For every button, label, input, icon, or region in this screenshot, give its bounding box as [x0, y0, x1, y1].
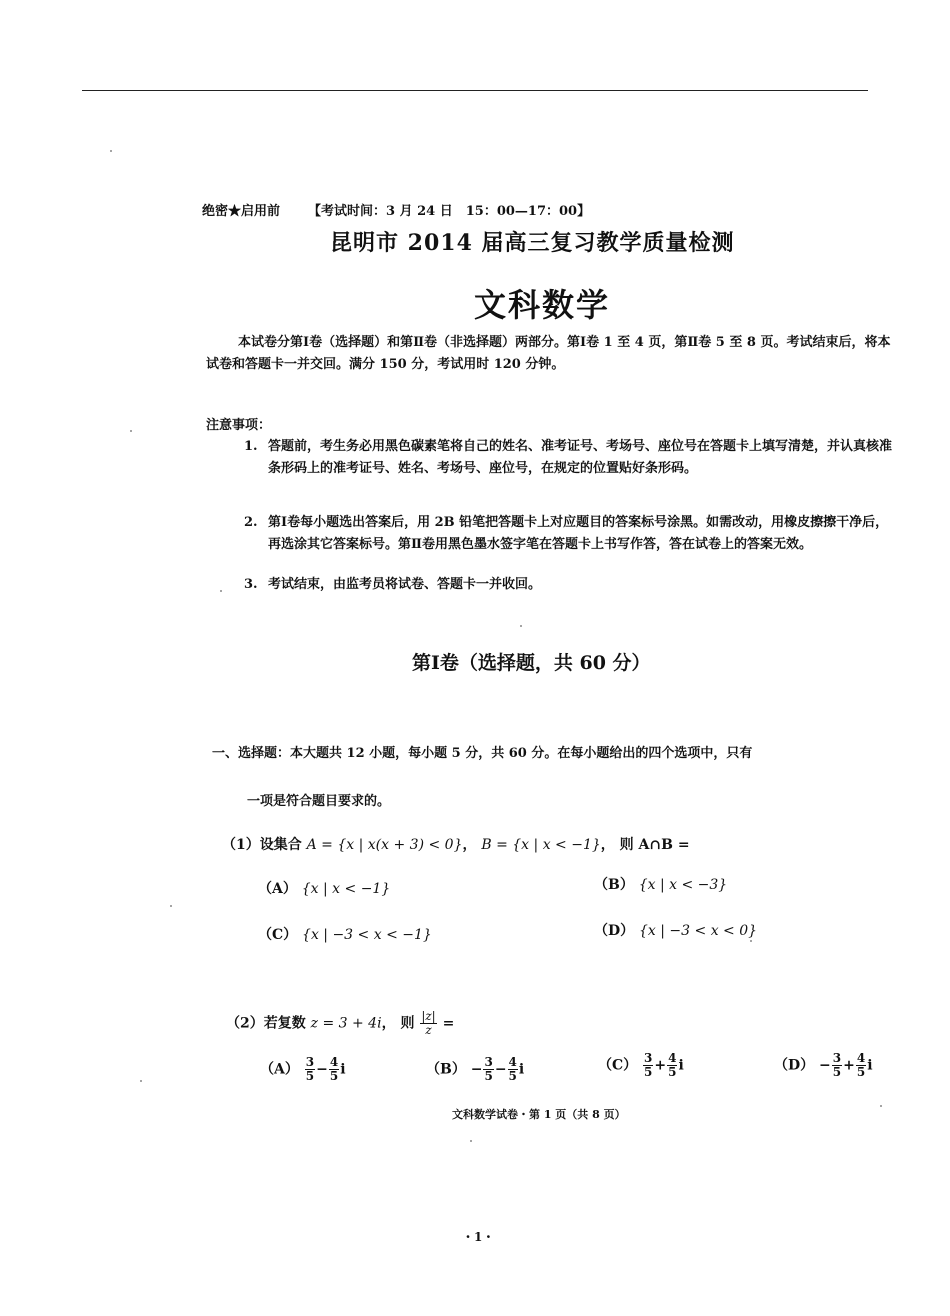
- section-title: 第Ⅰ卷（选择题，共 60 分）: [412, 652, 651, 674]
- scan-speck: [170, 905, 172, 907]
- scan-speck: [110, 150, 112, 152]
- note-text: 第Ⅰ卷每小题选出答案后，用 2B 铅笔把答题卡上对应题目的答案标号涂黑。如需改动，用橡皮擦擦干净后，再选涂其它答案标号。第Ⅱ卷用黑色墨水签字笔在答题卡上书写作答，答在试卷上的答案无效。: [268, 515, 889, 552]
- fraction: [305, 1056, 315, 1083]
- fraction: [483, 1056, 493, 1083]
- leading-sign: −: [819, 1057, 831, 1074]
- note-item: [244, 512, 904, 578]
- part-description: 一、选择题：本大题共 12 小题，每小题 5 分，共 60 分。在每小题给出的四个选项中，只有: [212, 746, 753, 761]
- q1-option-d[interactable]: [594, 920, 757, 940]
- fraction-denominator: 5: [305, 1069, 315, 1083]
- option-label: （B）: [594, 877, 634, 893]
- fraction: [832, 1052, 842, 1079]
- option-label: （A）: [258, 881, 297, 897]
- operator: −: [316, 1061, 328, 1078]
- complex-expression: z = 3 + 4i: [310, 1015, 382, 1032]
- set-b: B = {x | x < −1}: [481, 837, 601, 853]
- fraction-numerator: 4: [329, 1055, 339, 1069]
- fraction-denominator: z: [425, 1023, 432, 1037]
- q1-option-b[interactable]: [594, 874, 727, 894]
- option-value: {x | −3 < x < 0}: [639, 923, 758, 939]
- operator: −: [494, 1061, 507, 1078]
- exam-title: 昆明市 2014 届高三复习教学质量检测: [330, 230, 735, 256]
- note-text: 考试结束，由监考员将试卷、答题卡一并收回。: [268, 577, 542, 592]
- fraction: [856, 1052, 866, 1079]
- leading-sign: −: [470, 1061, 483, 1078]
- note-number: 1.: [244, 439, 258, 454]
- q2-option-c[interactable]: [598, 1052, 684, 1079]
- scan-speck: [750, 940, 752, 942]
- subject-title: 文科数学: [474, 286, 611, 324]
- option-value: {x | x < −3}: [638, 877, 728, 893]
- operator: +: [654, 1057, 667, 1074]
- imaginary-unit: i: [340, 1061, 346, 1078]
- fraction-denominator: 5: [329, 1069, 339, 1083]
- option-value: {x | −3 < x < −1}: [302, 927, 432, 943]
- note-number: 2.: [244, 515, 258, 530]
- scan-speck: [140, 1080, 142, 1082]
- imaginary-unit: i: [518, 1061, 525, 1078]
- note-text: 答题前，考生务必用黑色碳素笔将自己的姓名、准考证号、考场号、座位号在答题卡上填写清楚，并认真核准条形码上的准考证号、姓名、考场号、座位号，在规定的位置贴好条形码。: [268, 439, 893, 476]
- scan-speck: [130, 430, 132, 432]
- page-number: ・1・: [462, 1230, 495, 1244]
- fraction-denominator: 5: [644, 1065, 653, 1079]
- fraction-numerator: |z|: [421, 1009, 436, 1023]
- operator: +: [843, 1057, 855, 1074]
- header-line: [202, 200, 590, 219]
- intro-paragraph: 本试卷分第Ⅰ卷（选择题）和第Ⅱ卷（非选择题）两部分。第Ⅰ卷 1 至 4 页，第Ⅱ卷 5 至 8 页。考试结束后，将本试卷和答题卡一并交回。满分 150 分，考试用时 120 分钟。: [206, 335, 891, 372]
- fraction-numerator: 4: [856, 1051, 866, 1065]
- imaginary-unit: i: [678, 1057, 684, 1074]
- q1-option-a[interactable]: [258, 878, 390, 898]
- fraction: [508, 1056, 518, 1083]
- note-item: [244, 574, 904, 596]
- fraction-denominator: 5: [668, 1065, 677, 1079]
- fraction-numerator: 3: [484, 1055, 493, 1069]
- fraction-numerator: 4: [508, 1055, 517, 1069]
- fraction-denominator: 5: [484, 1069, 493, 1083]
- fraction-denominator: 5: [832, 1065, 842, 1079]
- fraction-denominator: 5: [856, 1065, 866, 1079]
- top-rule: [82, 90, 868, 91]
- scan-speck: [520, 625, 522, 627]
- q2-option-a[interactable]: [260, 1056, 346, 1083]
- question-label: （1）设集合: [222, 837, 302, 853]
- question-ask: 则: [400, 1015, 415, 1032]
- part-description-continued: 一项是符合题目要求的。: [247, 794, 391, 809]
- imaginary-unit: i: [867, 1057, 873, 1074]
- fraction-numerator: 4: [668, 1051, 677, 1065]
- option-label: （D）: [594, 923, 635, 939]
- set-a: A = {x | x(x + 3) < 0}: [306, 837, 463, 853]
- fraction-numerator: 3: [832, 1051, 842, 1065]
- scan-speck: [220, 590, 222, 592]
- q1-option-c[interactable]: [258, 924, 432, 944]
- option-label: （C）: [258, 927, 298, 943]
- abs-z-over-z: [420, 1010, 436, 1037]
- equals-sign: =: [442, 1015, 455, 1032]
- fraction: [667, 1052, 677, 1079]
- note-item: [244, 436, 904, 502]
- confidential-label: 绝密★启用前: [202, 204, 281, 219]
- fraction: [329, 1056, 339, 1083]
- question-1: （1）设集合 A = {x | x(x + 3) < 0}， B = {x | x < −1}， 则 A∩B =: [222, 837, 690, 853]
- q2-option-d[interactable]: [774, 1052, 873, 1079]
- option-label: （B）: [426, 1061, 466, 1078]
- fraction-numerator: 3: [305, 1055, 315, 1069]
- notes-title: 注意事项：: [206, 418, 272, 433]
- fraction-denominator: 5: [508, 1069, 517, 1083]
- option-value: {x | x < −1}: [301, 881, 391, 897]
- question-ask: 则 A∩B =: [619, 837, 690, 853]
- option-label: （C）: [598, 1057, 638, 1074]
- note-number: 3.: [244, 577, 258, 592]
- question-label: （2）若复数: [226, 1015, 306, 1032]
- option-label: （D）: [774, 1057, 815, 1074]
- scan-speck: [880, 1105, 882, 1107]
- page-footer: 文科数学试卷・第 1 页（共 8 页）: [452, 1108, 626, 1121]
- fraction-numerator: 3: [644, 1051, 653, 1065]
- question-2: （2）若复数 z = 3 + 4i， 则 $\frac{|z|}{z}$ =: [226, 1009, 455, 1037]
- scan-speck: [470, 1140, 472, 1142]
- fraction: [643, 1052, 653, 1079]
- option-label: （A）: [260, 1061, 299, 1078]
- exam-time: 【考试时间：3 月 24 日 15：00—17：00】: [308, 204, 591, 219]
- q2-option-b[interactable]: [426, 1056, 524, 1083]
